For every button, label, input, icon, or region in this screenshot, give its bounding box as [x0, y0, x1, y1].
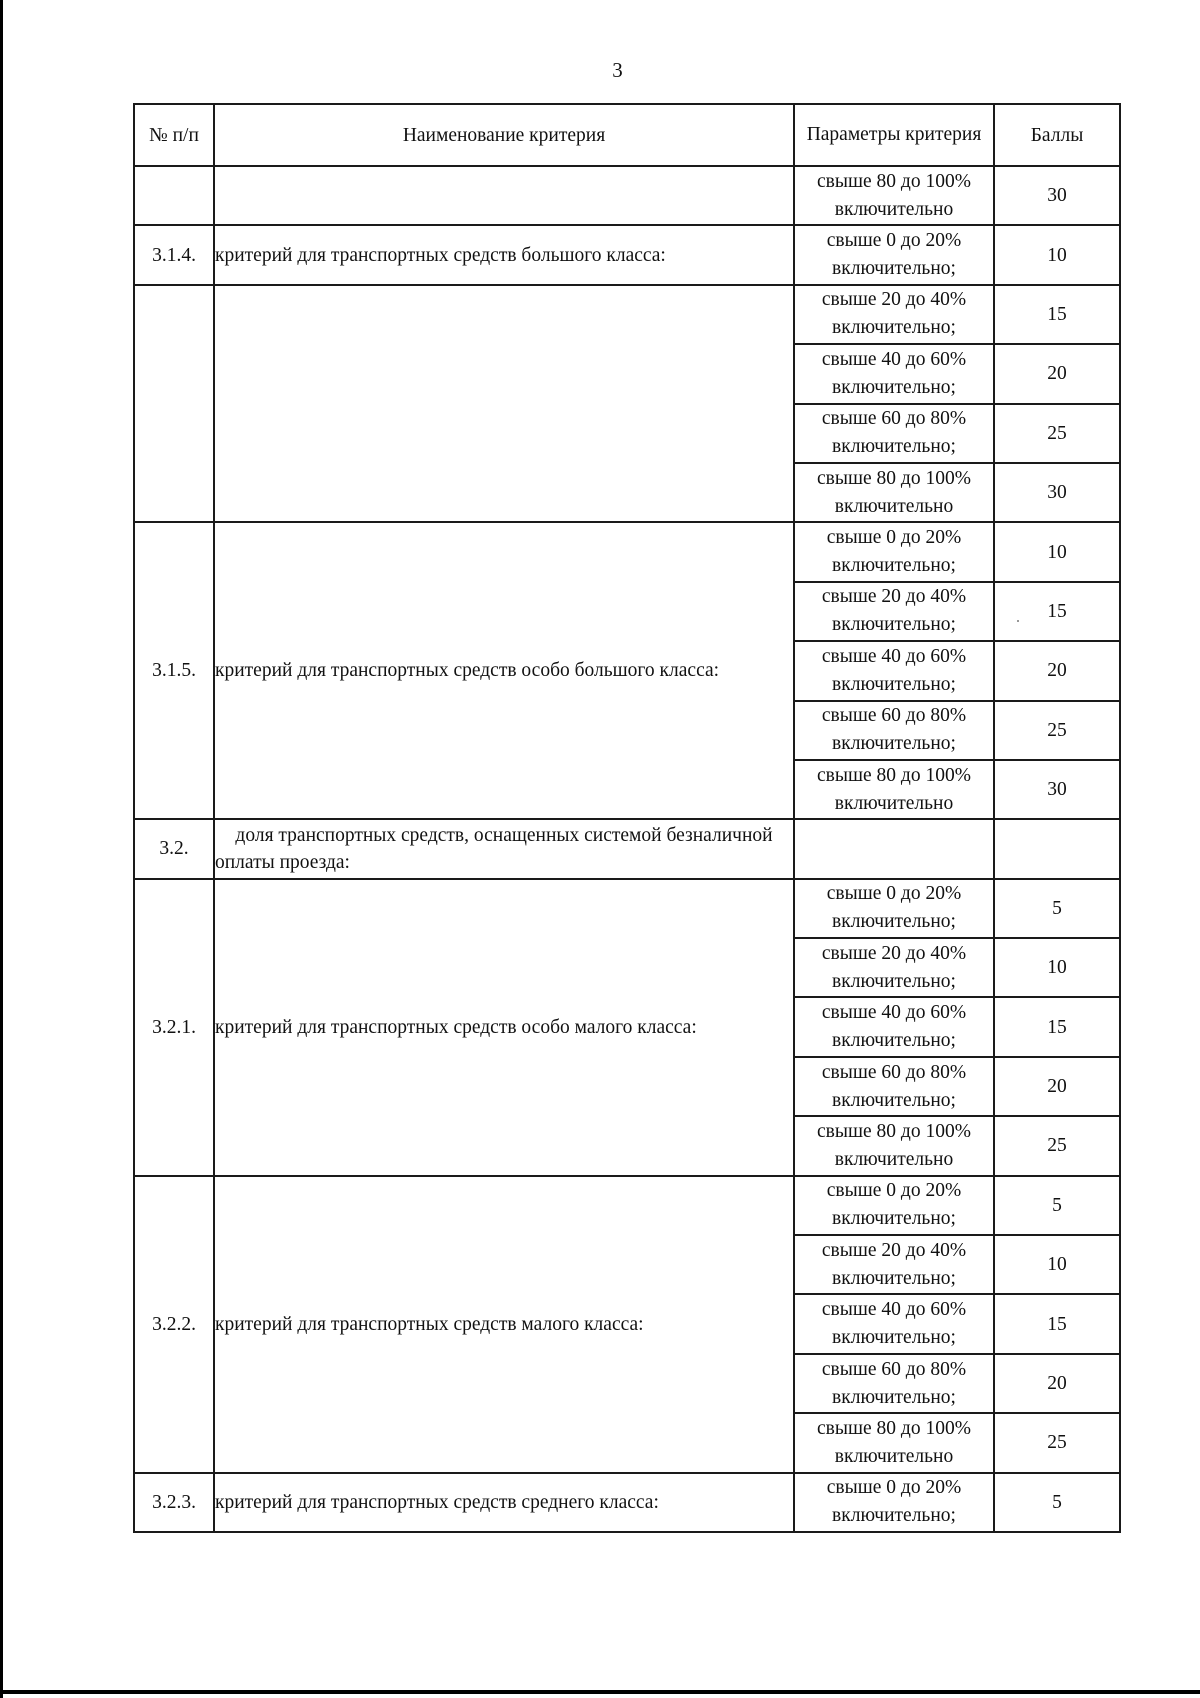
criterion-points: 25: [994, 701, 1120, 760]
table-row: [134, 819, 1120, 878]
scan-edge-bottom: [0, 1690, 1200, 1694]
criterion-parameter: свыше 40 до 60% включительно;: [794, 641, 994, 700]
criterion-parameter: свыше 60 до 80% включительно;: [794, 701, 994, 760]
criterion-points: 25: [994, 1413, 1120, 1472]
criterion-parameter: свыше 20 до 40% включительно;: [794, 938, 994, 997]
criterion-points: 5: [994, 1176, 1120, 1235]
criterion-parameter: свыше 20 до 40% включительно;: [794, 582, 994, 641]
header-num: № п/п: [134, 104, 214, 166]
criterion-name: доля транспортных средств, оснащенных системой безналичной оплаты проезда:: [214, 819, 794, 878]
scan-edge-left: [0, 0, 3, 1698]
page-number: 3: [612, 58, 623, 82]
criterion-points: 10: [994, 938, 1120, 997]
criterion-points: 10: [994, 1235, 1120, 1294]
row-number: [134, 285, 214, 523]
header-name: Наименование критерия: [214, 104, 794, 166]
criterion-points: 30: [994, 760, 1120, 819]
criterion-points: 25: [994, 1116, 1120, 1175]
criterion-parameter: свыше 0 до 20% включительно;: [794, 522, 994, 581]
table-row: [134, 166, 1120, 225]
criterion-points: 20: [994, 1057, 1120, 1116]
criterion-name: критерий для транспортных средств особо малого класса:: [214, 879, 794, 1176]
criterion-parameter: свыше 40 до 60% включительно;: [794, 344, 994, 403]
table-row: [134, 879, 1120, 938]
header-params: Параметры критерия: [794, 104, 994, 166]
row-number: 3.2.: [134, 819, 214, 878]
criterion-parameter: свыше 80 до 100% включительно: [794, 1413, 994, 1472]
criteria-table: [133, 103, 1121, 1533]
criterion-name: критерий для транспортных средств малого класса:: [214, 1176, 794, 1473]
criterion-parameter: свыше 80 до 100% включительно: [794, 166, 994, 225]
table-row: [134, 1473, 1120, 1532]
criterion-points: 20: [994, 641, 1120, 700]
criterion-points: 10: [994, 225, 1120, 284]
criterion-parameter: свыше 80 до 100% включительно: [794, 1116, 994, 1175]
criterion-points: 20: [994, 1354, 1120, 1413]
table-row: [134, 285, 1120, 344]
row-number: 3.2.2.: [134, 1176, 214, 1473]
criterion-points: 20: [994, 344, 1120, 403]
criterion-points: 15: [994, 285, 1120, 344]
criterion-name: критерий для транспортных средств среднего класса:: [214, 1473, 794, 1532]
criterion-parameter: свыше 80 до 100% включительно: [794, 760, 994, 819]
criterion-points: 15: [994, 582, 1120, 641]
criterion-points: 15: [994, 997, 1120, 1056]
criterion-points: 5: [994, 879, 1120, 938]
criterion-points: 25: [994, 404, 1120, 463]
criterion-name: [214, 166, 794, 225]
row-number: 3.2.3.: [134, 1473, 214, 1532]
criterion-parameter: свыше 0 до 20% включительно;: [794, 225, 994, 284]
criterion-points: [994, 819, 1120, 878]
criterion-parameter: свыше 40 до 60% включительно;: [794, 997, 994, 1056]
criterion-parameter: свыше 20 до 40% включительно;: [794, 285, 994, 344]
criterion-parameter: свыше 60 до 80% включительно;: [794, 1057, 994, 1116]
table-header-row: [134, 104, 1120, 166]
criterion-points: 10: [994, 522, 1120, 581]
criterion-parameter: свыше 80 до 100% включительно: [794, 463, 994, 522]
criterion-parameter: свыше 0 до 20% включительно;: [794, 1176, 994, 1235]
criterion-name: критерий для транспортных средств большого класса:: [214, 225, 794, 284]
criterion-parameter: свыше 40 до 60% включительно;: [794, 1294, 994, 1353]
row-number: 3.2.1.: [134, 879, 214, 1176]
table-row: [134, 225, 1120, 284]
criterion-name: [214, 285, 794, 523]
criterion-points: 30: [994, 463, 1120, 522]
row-number: 3.1.5.: [134, 522, 214, 819]
header-points: Баллы: [994, 104, 1120, 166]
criterion-name: критерий для транспортных средств особо большого класса:: [214, 522, 794, 819]
criterion-parameter: свыше 20 до 40% включительно;: [794, 1235, 994, 1294]
criterion-parameter: свыше 60 до 80% включительно;: [794, 404, 994, 463]
criterion-points: 5: [994, 1473, 1120, 1532]
criterion-parameter: свыше 0 до 20% включительно;: [794, 1473, 994, 1532]
criterion-points: 30: [994, 166, 1120, 225]
row-number: 3.1.4.: [134, 225, 214, 284]
row-number: [134, 166, 214, 225]
criterion-parameter: [794, 819, 994, 878]
table-row: [134, 522, 1120, 581]
criterion-parameter: свыше 0 до 20% включительно;: [794, 879, 994, 938]
criterion-parameter: свыше 60 до 80% включительно;: [794, 1354, 994, 1413]
criterion-points: 15: [994, 1294, 1120, 1353]
table-row: [134, 1176, 1120, 1235]
